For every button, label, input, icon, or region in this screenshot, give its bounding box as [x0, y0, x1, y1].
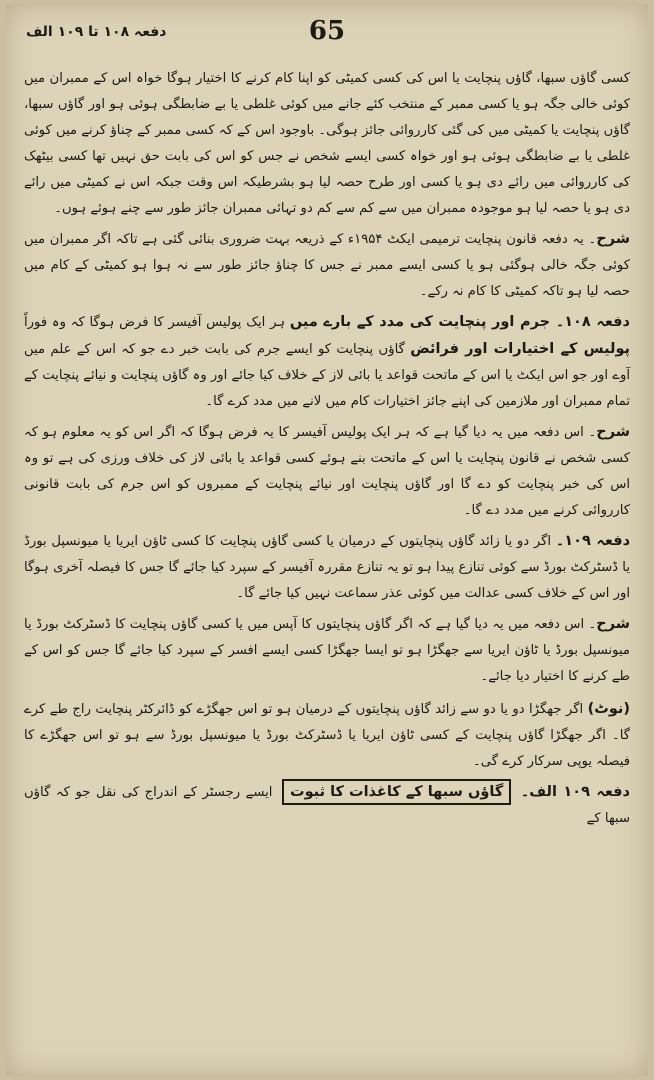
sharh-label: شرح — [596, 231, 630, 247]
section-109a-text: ایسے رجسٹر کے اندراج کی نقل جو کہ گاؤں سبھا کے — [24, 785, 630, 826]
section-108-lead: دفعہ ۱۰۸۔ جرم اور پنچایت کی مدد کے بارے میں — [289, 314, 630, 330]
section-108-text-1: ہر ایک پولیس آفیسر کا فرض ہوگا کہ وہ فوراً — [24, 315, 286, 330]
book-page — [6, 4, 648, 1076]
section-109a — [24, 779, 630, 832]
section-109-text: اگر دو یا زائد گاؤں پنچایتوں کے درمیان یا کسی گاؤں پنچایت کا کسی ٹاؤن ایریا یا میونسپل بورڈ یا ڈسٹرکٹ بورڈ سے کوئی تنازع پیدا ہو تو یہ تنازع مقررہ آفیسر کے سپرد کیا جائے گا جس کا فیصلہ آخری ہوگا اور اس کے خلاف کسی عدالت میں کوئی عذر سماعت نہیں کیا جائے گا۔ — [24, 534, 630, 601]
sharh-label: شرح — [596, 424, 630, 440]
section-109a-heading: گاؤں سبھا کے کاغذات کا ثبوت — [282, 779, 511, 805]
paragraph-sharh-107 — [24, 226, 630, 305]
sharh-109-text: ۔ اس دفعہ میں یہ دیا گیا ہے کہ اگر گاؤں پنچایتوں کا آپس میں یا کسی گاؤں پنچایت کا ڈسٹرکٹ بورڈ یا میونسپل بورڈ یا ٹاؤن ایریا سے جھگڑا ہو تو ایسا جھگڑا کسی ایسے افسر کے سپرد کیا جائے گا جس کو اس کے طے کرنے کا اختیار دیا جائے۔ — [24, 617, 630, 684]
page-header — [6, 16, 648, 56]
paragraph-text: کسی گاؤں سبھا، گاؤں پنچایت یا اس کی کسی کمیٹی کو اپنا کام کرنے کا اختیار ہوگا خواہ اس کے ممبران میں کوئی خالی جگہ ہو یا کسی ممبر کے منتخب کئے جانے میں کوئی غلطی یا بے ضابطگی ہوئی ہو اور گاؤں سبھا، گاؤں پنچایت یا کمیٹی میں کی گئی کارروائی جائز ہوگی۔ باوجود اس کے کہ کسی ممبر کے چناؤ کرنے میں کوئی غلطی یا بے ضابطگی ہوئی ہو اور خواہ کسی ایسے شخص نے جس کو اس کی بابت حق نہیں تھا کسی بیٹھک کی کارروائی میں رائے دی ہو یا کسی اور طرح حصہ لیا ہو بشرطیکہ اس وقت جبکہ اس نے کمیٹی میں رائے دی ہو یا حصہ لیا ہو موجودہ ممبران میں سے کم سے کم دو تہائی ممبران جائز طور سے چنے ہوئے ہوں۔ — [24, 71, 630, 216]
page-number: 65 — [308, 16, 346, 46]
note-text: اگر جھگڑا دو یا دو سے زائد گاؤں پنچایتوں کے درمیان ہو تو اس جھگڑے کو ڈائرکٹر پنچایت راج طے کرے گا۔ اگر جھگڑا گاؤں پنچایت کے کسی ٹاؤن ایریا یا ڈسٹرکٹ بورڈ یا میونسپل بورڈ سے ہو تو اس جھگڑے کا فیصلہ یوپی سرکار کرے گی۔ — [24, 702, 630, 769]
sharh-108 — [24, 419, 630, 524]
note-label: (نوٹ) — [587, 701, 630, 717]
section-109 — [24, 528, 630, 607]
section-range: دفعہ ۱۰۸ تا ۱۰۹ الف — [26, 24, 167, 40]
note-paragraph — [24, 696, 630, 775]
section-109a-lead: دفعہ ۱۰۹ الف۔ — [520, 784, 630, 800]
section-108-heading: پولیس کے اختیارات اور فرائض — [410, 341, 630, 357]
page-body — [24, 66, 630, 836]
paragraph-intro — [24, 66, 630, 222]
sharh-108-text: ۔ اس دفعہ میں یہ دیا گیا ہے کہ ہر ایک پولیس آفیسر کا یہ فرض ہوگا کہ اگر اس کو یہ معلوم ہو کہ کسی شخص نے قانون پنچایت یا اس کے ماتحت بنے ہوئے کسی قواعد یا بائی لاز کی خلاف ورزی کی ہے تو وہ اس کی خبر پنچایت کو دے گا اور گاؤں پنچایت اور نیائے پنچایت کے ممبروں کو اس جرم کی بابت قانونی کارروائی کرنے میں مدد دے گا۔ — [24, 425, 630, 518]
paragraph-text: ۔ یہ دفعہ قانون پنچایت ترمیمی ایکٹ ۱۹۵۴ء کے ذریعہ بہت ضروری بنائی گئی ہے تاکہ اگر ممبران میں کوئی جگہ خالی ہوگئی ہو یا کسی ایسے ممبر نے جس کا چناؤ جائز طور سے نہ ہوا ہو کمیٹی کے کام میں حصہ لیا ہو تاکہ کمیٹی کا کام نہ رکے۔ — [24, 232, 630, 299]
sharh-109 — [24, 611, 630, 690]
section-109-lead: دفعہ ۱۰۹۔ — [555, 533, 631, 549]
section-108 — [24, 309, 630, 415]
sharh-label: شرح — [596, 616, 630, 632]
section-108-text-2: گاؤں پنچایت کو ایسے جرم کی بابت خبر دے جو کہ اس کے علم میں آوے اور جو اس ایکٹ یا اس کے ماتحت قواعد یا بائی لاز کے خلاف کیا جائے اور وہ گاؤں پنچایت و نیائے پنچایت کے تمام ممبران اور ملازمین کی اپنے جائز اختیارات کام میں لانے میں مدد کرے گا۔ — [24, 342, 630, 409]
